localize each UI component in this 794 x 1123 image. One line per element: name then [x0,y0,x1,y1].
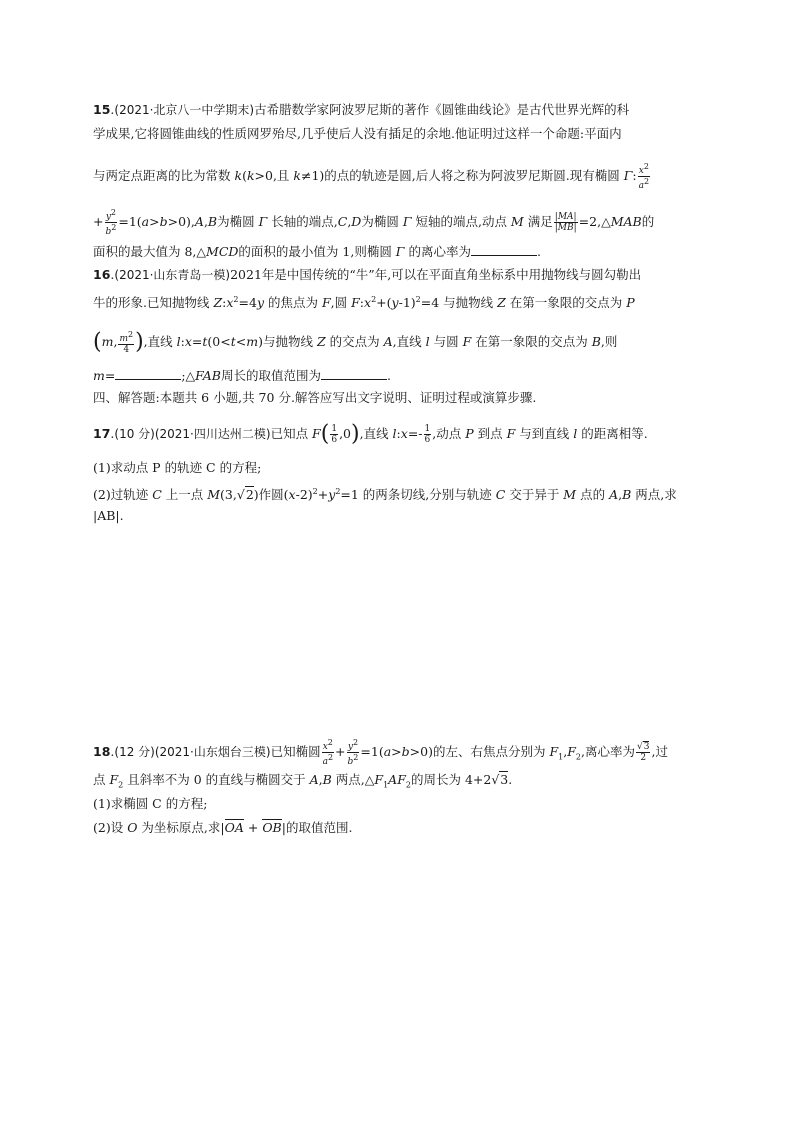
q18-text-1d: ,离心率为 [581,744,635,759]
q15-text-4a: =1( [118,214,142,229]
q15-line-2 [93,126,703,142]
q16-text-2c: ,圆 [330,295,352,311]
q15-text-5c: 的离心率为 [404,244,471,259]
q17-part-2-cont [93,508,703,524]
answer-blank [115,367,181,380]
question-number: 18 [93,744,111,759]
q17-part-1 [93,460,703,476]
q17-text-2e: 交于异于 [505,487,564,503]
q15-text-4h: =2, [578,214,602,229]
q16-line-1: 16.(2021·山东青岛一模)2021年是中国传统的“牛”年,可以在平面直角坐标系中用抛物线与圆勾勒出 [93,267,642,282]
q16-text-4c: 周长的取值范围为 [220,368,321,383]
q16-text-1: 2021年是中国传统的“牛”年,可以在平面直角坐标系中用抛物线与圆勾勒出 [230,267,642,282]
section-heading-text: 四、解答题:本题共 6 小题,共 70 分.解答应写出文字说明、证明过程或演算步骤. [93,390,537,405]
q18-text-2b: 且斜率不为 0 的直线与椭圆交于 [123,772,310,787]
question-source: (10 分)(2021·四川达州二模) [114,427,271,441]
q15-text-4i: 的 [641,214,655,229]
q18-text-2a: 点 [93,772,110,787]
question-source: (12 分)(2021·山东烟台三模) [114,745,271,759]
q17-text-2f: 点的 [576,487,610,503]
q16-text-3e: 与圆 [429,334,463,349]
q18-part-2: (2)设 O 为坐标原点,求|OA + OB|的取值范围. [93,820,353,835]
q15-line-4: + $\frac{y^2}{b^2}$ =1(a>b>0),A,B为椭圆 Γ 长轴的端点,C,D为椭圆 Γ 短轴的端点,动点 M 满足 $\frac{|MA|}{|MB|}$ =2,△MAB的 [93,208,655,237]
q17-text-2g: 两点,求 [631,487,677,503]
q16-line-4: m= ;△FAB周长的取值范围为 . [93,368,391,383]
q16-text-3c: 的交点为 [325,334,384,349]
q15-text-3b: 的点的轨迹是圆,后人将之称为阿波罗尼斯圆.现有椭圆 [324,168,624,183]
q18-text-p2a: (2)设 [93,820,128,835]
q17-text-1f: 的距离相等. [577,426,648,441]
q17-text-2a: (2)过轨迹 [93,487,153,503]
q17-text-3: |AB|. [93,508,124,523]
fraction: $\frac{1}{6}$ [331,424,338,445]
q16-text-2a: 牛的形象.已知抛物线 [93,295,214,311]
q16-text-3d: ,直线 [392,334,426,349]
q18-text-p2b: 为坐标原点,求| [137,820,225,835]
q16-text-2d: =4 与抛物线 [420,295,498,311]
q15-text-4c: 为椭圆 [217,214,259,229]
question-source: (2021·北京八一中学期末) [114,103,255,117]
q16-text-3a: ,直线 [143,334,177,349]
fraction: $\frac{m^2}{4}$ [119,330,134,355]
q18-text-2d: 的周长为 4+2 [410,772,492,787]
q18-text-2c: 两点,△ [331,772,375,787]
q17-text-2d: =1 的两条切线,分别与轨迹 [340,487,496,503]
q18-text-1e: ,过 [651,744,668,759]
answer-blank [471,243,537,256]
q16-text-3g: ,则 [600,334,618,349]
q18-text-1b: =1( [360,744,384,759]
q18-text-1a: 已知椭圆 [270,744,321,759]
q15-text-4e: 为椭圆 [361,214,403,229]
q18-line-2: 点 $F_2$ 且斜率不为 0 的直线与椭圆交于 A,B 两点$,\triangle F_1AF_2$的周长为 4+2√3. [93,772,513,790]
q16-text-3f: 在第一象限的交点为 [471,334,592,349]
q17-text-1e: 与到直线 [515,426,574,441]
q17-text-1d: 到点 [473,426,507,441]
q15-text-4b: ), [186,214,195,229]
q15-line-3: 与两定点距离的比为常数 k(k>0,且 k≠1)的点的轨迹是圆,后人将之称为阿波罗尼斯圆.现有椭圆 Γ: $\frac{x^2}{a^2}$ [93,162,650,191]
answer-blank [321,367,387,380]
q16-text-2b: 的焦点为 [264,295,322,311]
q16-text-2e: 在第一象限的交点为 [505,295,627,311]
q16-line-3: (m, $\frac{m^2}{4}$ ),直线 l:x=t(0<t<m)与抛物线 Z 的交点为 A,直线 l 与圆 F 在第一象限的交点为 B,则 [93,329,618,355]
fraction: $\frac{√3}{2}$ [636,742,650,763]
fraction: $\frac{x^2}{a^2}$ [322,738,334,767]
q17-text-1c: ,动点 [432,426,466,441]
question-number: 15 [93,102,111,117]
q15-text-5a: 面积的最大值为 8, [93,244,197,259]
q18-text-1c: )的左、右焦点分别为 [428,744,550,759]
q15-text-4d: 长轴的端点, [267,214,338,229]
q15-text-2: 学成果,它将圆锥曲线的性质网罗殆尽,几乎使后人没有插足的余地.他证明过这样一个命题:平面内 [93,126,622,141]
q16-text-3b: 与抛物线 [263,334,317,349]
question-number: 17 [93,426,111,441]
q17-text-1b: ,直线 [359,426,393,441]
q17-text-2c: 作圆( [258,487,289,503]
section-heading [93,390,703,406]
fraction: $\frac{1}{6}$ [424,424,431,445]
fraction: $\frac{y^2}{b^2}$ [105,208,117,237]
q17-text-2b: 上一点 [161,487,208,503]
q18-text-p2c: |的取值范围. [281,820,353,835]
q15-text-4f: 短轴的端点,动点 [411,214,511,229]
q18-part-1 [93,796,703,812]
question-source: (2021·山东青岛一模) [114,268,231,282]
q16-text-4a: = [104,368,116,383]
q17-part-2: (2)过轨迹 C 上一点 M(3,√2)作圆$(x-2)^2+y^2=1$ 的两条切线,分别与轨迹 C 交于异于 M 点的 A,B 两点,求 [93,487,677,503]
q18-line-1: 18.(12 分)(2021·山东烟台三模)已知椭圆 $\frac{x^2}{a^2}$ + $\frac{y^2}{b^2}$ =1(a>b>0)的左、右焦点分别为 $F_1,F_2$,离心率为 $\frac{√3}{2}$ ,过 [93,738,668,767]
q18-part-1-text: (1)求椭圆 C 的方程; [93,796,208,811]
fraction: $\frac{|MA|}{|MB|}$ [554,212,577,233]
q15-text-4g: 满足 [523,214,553,229]
q17-part-1-text: (1)求动点 P 的轨迹 C 的方程; [93,460,262,475]
q15-line-5: 面积的最大值为 8,△MCD的面积的最小值为 1,则椭圆 Γ 的离心率为 . [93,244,541,259]
q17-text-1a: 已知点 [270,426,313,441]
fraction: $\frac{y^2}{b^2}$ [347,738,359,767]
q15-line-1: 15.(2021·北京八一中学期末)古希腊数学家阿波罗尼斯的著作《圆锥曲线论》是古代世界光辉的科 [93,102,630,117]
question-number: 16 [93,267,111,282]
q15-text-5b: 的面积的最小值为 1,则椭圆 [238,244,396,259]
q16-text-4b: ;△ [181,368,196,383]
q17-line-1: 17.(10 分)(2021·四川达州二模)已知点 F( $\frac{1}{6}$ ,0),直线 l:x=- $\frac{1}{6}$ ,动点 P 到点 F 与到直线 l 的距离相等. [93,421,648,447]
q15-text-1: 古希腊数学家阿波罗尼斯的著作《圆锥曲线论》是古代世界光辉的科 [254,102,630,117]
q16-line-2: 牛的形象.已知抛物线 $Z:x^2=4y$ 的焦点为 F,圆 $F:x^2+(y-1)^2=4$ 与抛物线 Z 在第一象限的交点为 P [93,295,635,311]
fraction: $\frac{x^2}{a^2}$ [638,162,650,191]
q15-text-3a: 与两定点距离的比为常数 [93,168,235,183]
